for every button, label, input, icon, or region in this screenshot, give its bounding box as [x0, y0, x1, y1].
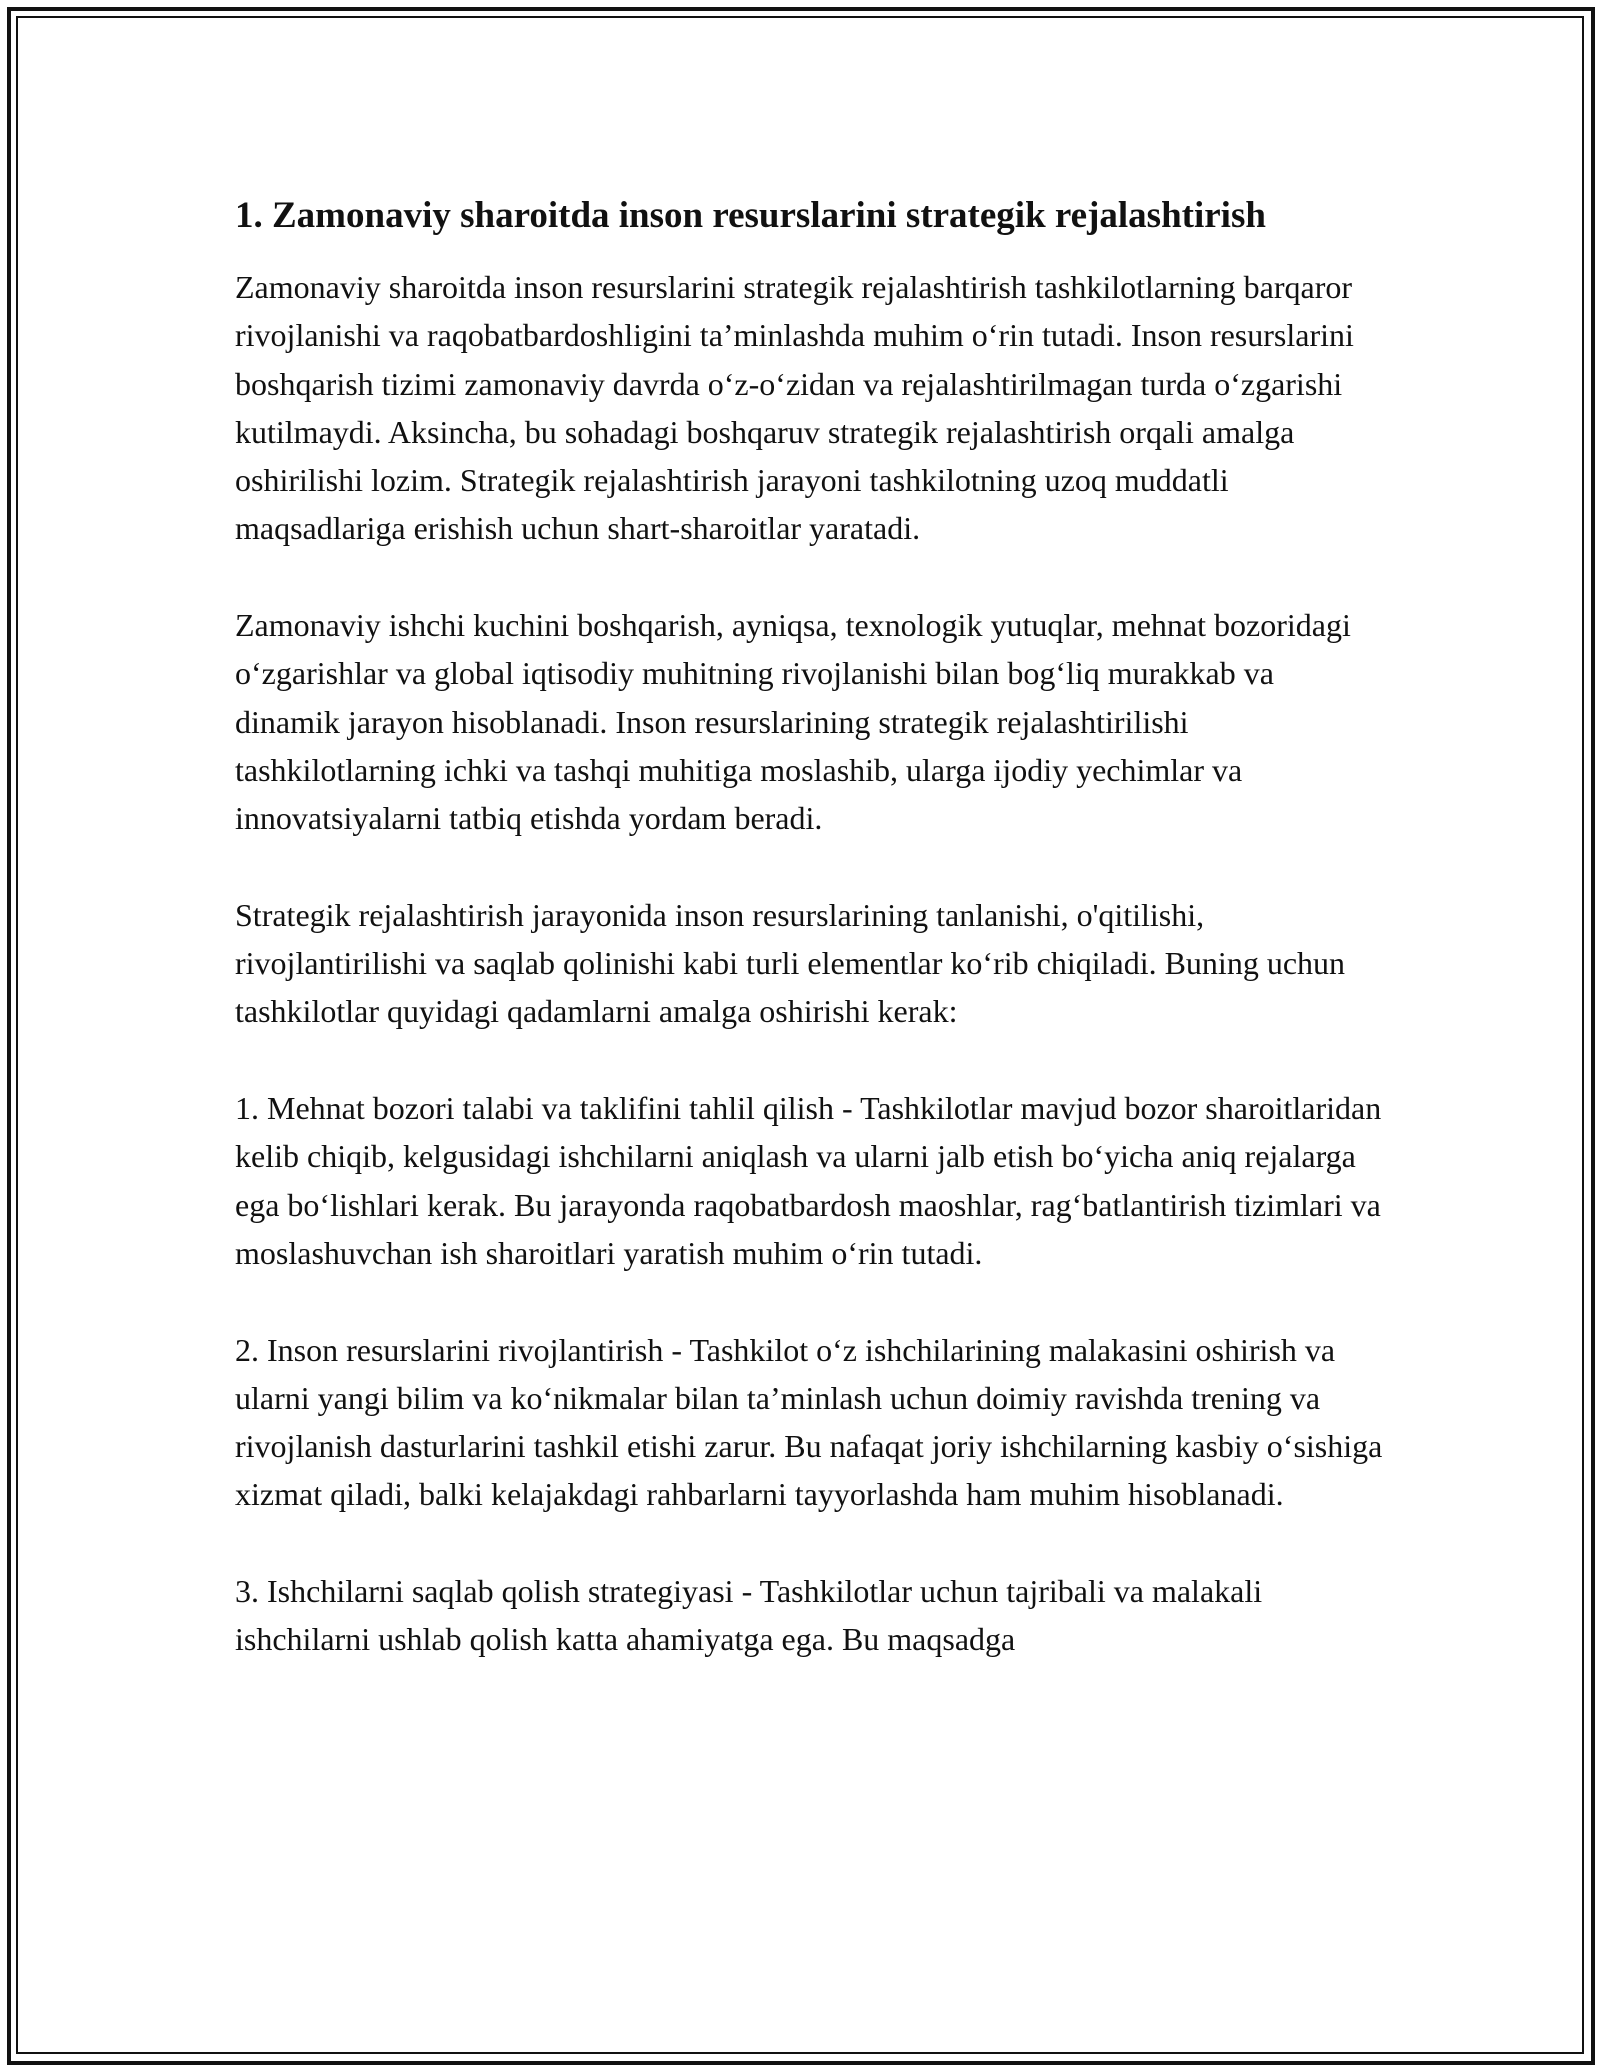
list-item-step-1: 1. Mehnat bozori talabi va taklifini tahlil qilish - Tashkilotlar mavjud bozor sharoitlaridan kelib chiqib, kelgusidagi ishchilarni aniqlash va ularni jalb etish bo‘yicha aniq rejalarga ega bo‘lishlari kerak. Bu jarayonda raqobatbardosh maoshlar, rag‘batlantirish tizimlari va moslashuvchan ish sharoitlari yaratish muhim o‘rin tutadi.	[235, 1090, 1382, 1271]
paragraph-process: Strategik rejalashtirish jarayonida inson resurslarining tanlanishi, o'qitilishi, rivojlantirilishi va saqlab qolinishi kabi turli elementlar ko‘rib chiqiladi. Buning uchun tashkilotlar quyidagi qadamlarni amalga oshirishi kerak:	[235, 896, 1346, 1030]
list-item-step-2: 2. Inson resurslarini rivojlantirish - Tashkilot o‘z ishchilarining malakasini oshirish va ularni yangi bilim va ko‘nikmalar bilan ta’minlash uchun doimiy ravishda trening va rivojlanish dasturlarini tashkil etishi zarur. Bu nafaqat joriy ishchilarning kasbiy o‘sishiga xizmat qiladi, balki kelajakdagi rahbarlarni tayyorlashda ham muhim hisoblanadi.	[235, 1331, 1383, 1513]
list-item-step-3: 3. Ishchilarni saqlab qolish strategiyasi - Tashkilotlar uchun tajribali va malakali ishchilarni ushlab qolish katta ahamiyatga ega. Bu maqsadga	[235, 1573, 1263, 1658]
paragraph-list	[235, 263, 1385, 1664]
paragraph-workforce: Zamonaviy ishchi kuchini boshqarish, ayniqsa, texnologik yutuqlar, mehnat bozoridagi o‘zgarishlar va global iqtisodiy muhitning rivojlanishi bilan bog‘liq murakkab va dinamik jarayon hisoblanadi. Inson resurslarining strategik rejalashtirilishi tashkilotlarning ichki va tashqi muhitiga moslashib, ularga ijodiy yechimlar va innovatsiyalarni tatbiq etishda yordam beradi.	[235, 607, 1351, 837]
paragraph-intro: Zamonaviy sharoitda inson resurslarini strategik rejalashtirish tashkilotlarning barqaror rivojlanishi va raqobatbardoshligini ta’minlashda muhim o‘rin tutadi. Inson resurslarini boshqarish tizimi zamonaviy davrda o‘z-o‘zidan va rejalashtirilmagan turda o‘zgarishi kutilmaydi. Aksincha, bu sohadagi boshqaruv strategik rejalashtirish orqali amalga oshirilishi lozim. Strategik rejalashtirish jarayoni tashkilotning uzoq muddatli maqsadlariga erishish uchun shart-sharoitlar yaratadi.	[235, 269, 1354, 547]
document-title: 1. Zamonaviy sharoitda inson resurslarini strategik rejalashtirish	[235, 195, 1266, 236]
document-body	[235, 188, 1385, 1664]
